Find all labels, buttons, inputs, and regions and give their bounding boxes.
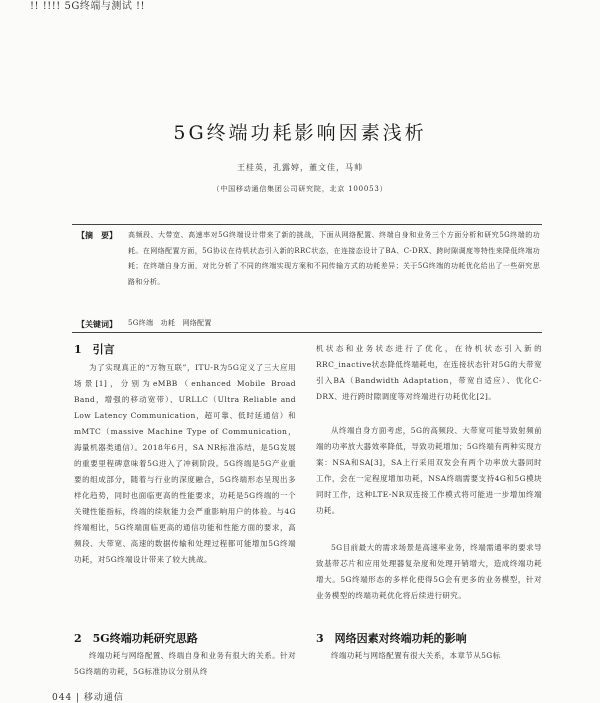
author-list: 王桂英，孔露婷，董文佳，马帅 xyxy=(237,163,363,172)
section-3-body: 终端功耗与网络配置有很大关系，本章节从5G标 xyxy=(331,651,501,660)
running-header xyxy=(0,0,600,14)
right-column-para-1: 机状态和业务状态进行了优化，在待机状态引入新的RRC_inactive状态降低终端耗电，在连接状态针对5G的大带宽引入BA（Bandwidth Adaptation，带宽自适应）、优化C-DRX、进行跨时隙调度等对终端进行功耗优化[2]。 xyxy=(316,344,542,401)
section-1-heading: 1 引言 xyxy=(74,343,115,356)
section-1-body: 为了实现真正的“万物互联”，ITU-R为5G定义了三大应用场景[1]，分别为eMBB（enhanced Mobile Broad Band，增强的移动宽带）、URLLC（Ultra Reliable and Low Latency Communication，超可靠、低时延通信）和mMTC（massive Machine Type of Communication，海量机器类通信）。2018年6月，SA NR标准冻结，是5G发展的重要里程碑意味着5G进入了冲刺阶段。5G终端是5G产业重要的组成部分，随着与行业的深度融合，5G终端形态呈现出多样化趋势，同时也面临更高的性能要求，功耗是5G终端的一个关键性能指标，终端的续航能力会严重影响用户的体验。与4G终端相比，5G终端面临更高的通信功能和性能方面的要求，高频段、大带宽、高速的数据传输和处理过程都可能增加5G终端功耗，对5G终端设计带来了较大挑战。 xyxy=(74,363,296,564)
running-header-text: !! !!!! 5G终端与测试 !! xyxy=(30,1,146,12)
right-column-para-2: 从终端自身方面考虑，5G的高频段、大带宽可能导致射频前端的功率放大器效率降低，导致功耗增加；5G终端有两种实现方案：NSA和SA[3]，SA上行采用双发会有两个功率放大器同时工作，会在一定程度增加功耗，NSA终端需要支持4G和5G模块同时工作，这种LTE-NR双连接工作模式将可能进一步增加终端功耗。 xyxy=(316,426,542,515)
keywords-label: 【关键词】 xyxy=(77,319,117,329)
section-3-heading: 3 网络因素对终端功耗的影响 xyxy=(316,632,467,645)
right-column-para-3: 5G目前最大的需求场景是高速率业务，终端需通率的要求导致基带芯片和应用处理器复杂度和处理开销增大，造成终端功耗增大。5G终端形态的多样化使得5G会有更多的业务模型，针对业务模型的终端功耗优化将后续进行研究。 xyxy=(316,543,542,600)
section-2-heading: 2 5G终端功耗研究思路 xyxy=(74,632,198,645)
section-2-body: 终端功耗与网络配置、终端自身和业务有很大的关系。针对5G终端的功耗，5G标准协议分别从终 xyxy=(74,651,296,676)
article-title: 5G终端功耗影响因素浅析 xyxy=(173,122,427,144)
abstract-text: 高频段、大带宽、高速率对5G终端设计带来了新的挑战，下面从网络配置、终端自身和业务三个方面分析和研究5G终端的功耗。在网络配置方面，5G协议在待机状态引入新的RRC状态，在连接态设计了BA、C-DRX、跨时隙调度等特性来降低终端功耗；在终端自身方面，对比分析了不同的终端实现方案和不同传输方式的功耗差异；关于5G终端的功耗优化给出了一些研究思路和分析。 xyxy=(128,231,540,286)
page-footer: 044 | 移动通信 xyxy=(52,693,124,703)
abstract-top-rule xyxy=(72,224,542,225)
author-affiliation: （中国移动通信集团公司研究院，北京 100053） xyxy=(212,185,388,193)
keywords-text: 5G终端 功耗 网络配置 xyxy=(128,319,212,327)
abstract-label: 【摘 要】 xyxy=(77,230,117,240)
abstract-bottom-rule xyxy=(72,332,542,333)
